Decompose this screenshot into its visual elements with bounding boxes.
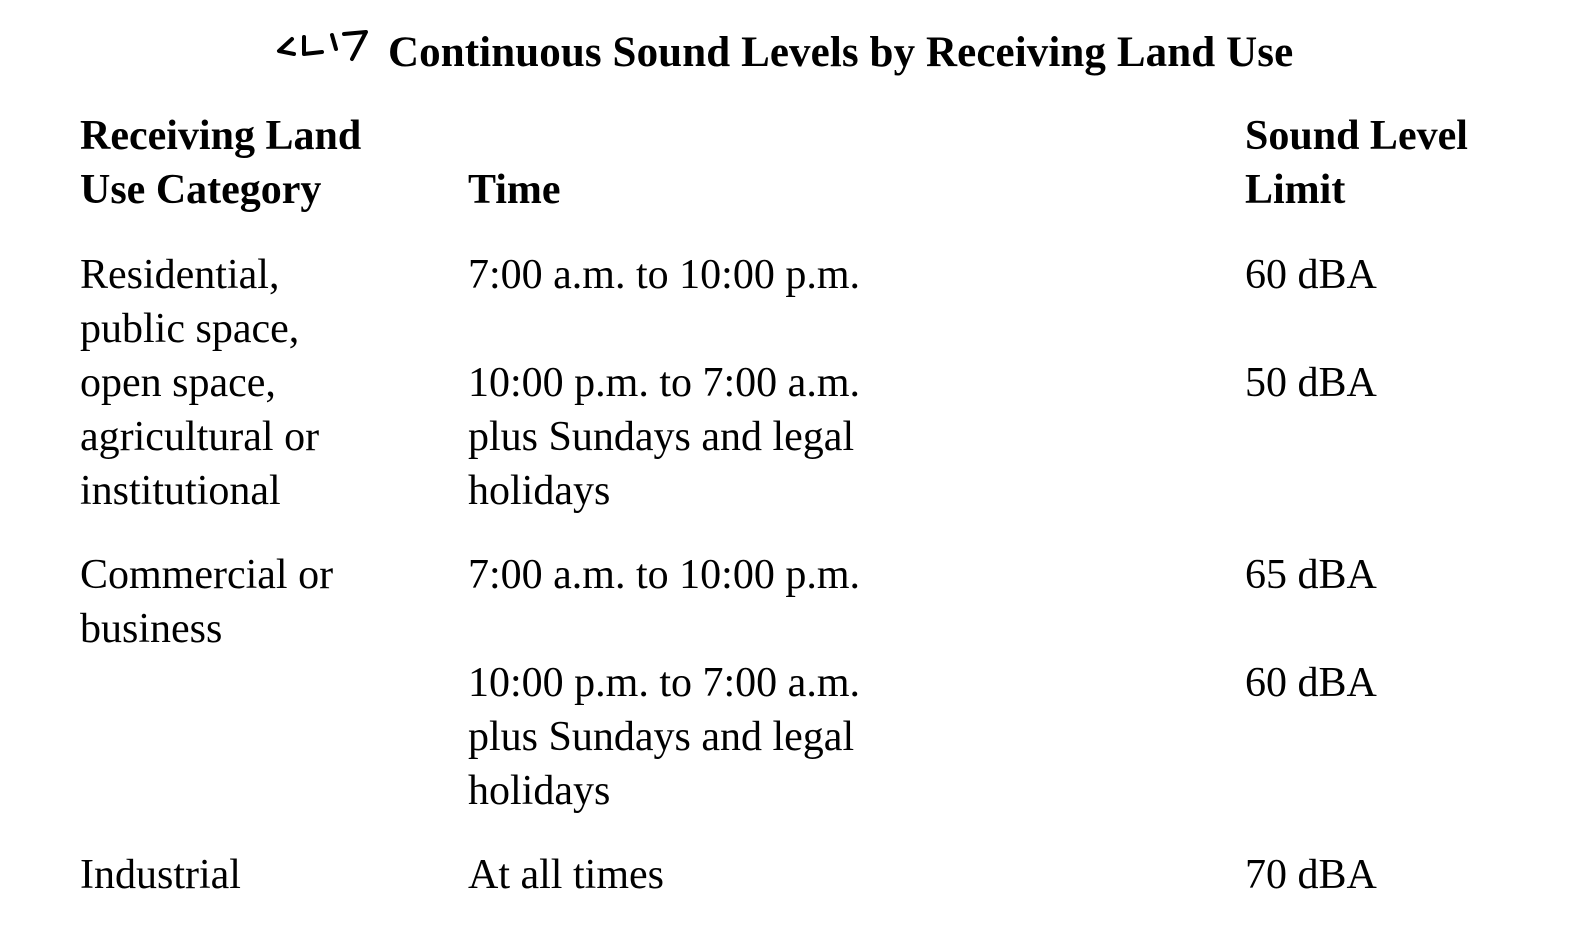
time-line: plus Sundays and legal [468,714,855,760]
handwritten-annotation-mark [274,27,372,71]
row-1-time [468,248,860,302]
time-line: holidays [468,468,611,514]
category-line: public space, [80,306,300,352]
category-line: institutional [80,468,281,514]
category-line: Commercial or [80,552,334,598]
row-5-limit: 70 dBA [1245,852,1377,898]
time-line: 10:00 p.m. to 7:00 a.m. [468,360,860,406]
row-2-limit: 50 dBA [1245,360,1377,406]
category-line: business [80,606,223,652]
row-5-category [80,848,241,902]
row-1-category [80,248,319,518]
header-limit-line: Limit [1245,167,1346,213]
document-title: Continuous Sound Levels by Receiving Land Use [388,28,1294,76]
category-line: agricultural or [80,414,320,460]
time-line: plus Sundays and legal [468,414,855,460]
header-limit-line: Sound Level [1245,113,1468,159]
time-line: 10:00 p.m. to 7:00 a.m. [468,660,860,706]
row-3-time [468,548,860,602]
header-category-line: Receiving Land [80,113,362,159]
time-line: 7:00 a.m. to 10:00 p.m. [468,252,860,298]
header-time-line: Time [468,167,561,213]
header-category [80,109,361,217]
row-5-time [468,848,664,902]
category-line: Industrial [80,852,241,898]
header-limit [1245,109,1468,217]
category-line: Residential, [80,252,280,298]
title-row [274,24,1293,80]
row-3-category [80,548,333,656]
time-line: 7:00 a.m. to 10:00 p.m. [468,552,860,598]
row-2-time [468,356,860,518]
category-line: open space, [80,360,276,406]
header-category-line: Use Category [80,167,322,213]
row-4-time [468,656,860,818]
header-time [468,163,561,217]
row-3-limit: 65 dBA [1245,552,1377,598]
row-1-limit: 60 dBA [1245,252,1377,298]
time-line: holidays [468,768,611,814]
row-4-limit: 60 dBA [1245,660,1377,706]
time-line: At all times [468,852,664,898]
